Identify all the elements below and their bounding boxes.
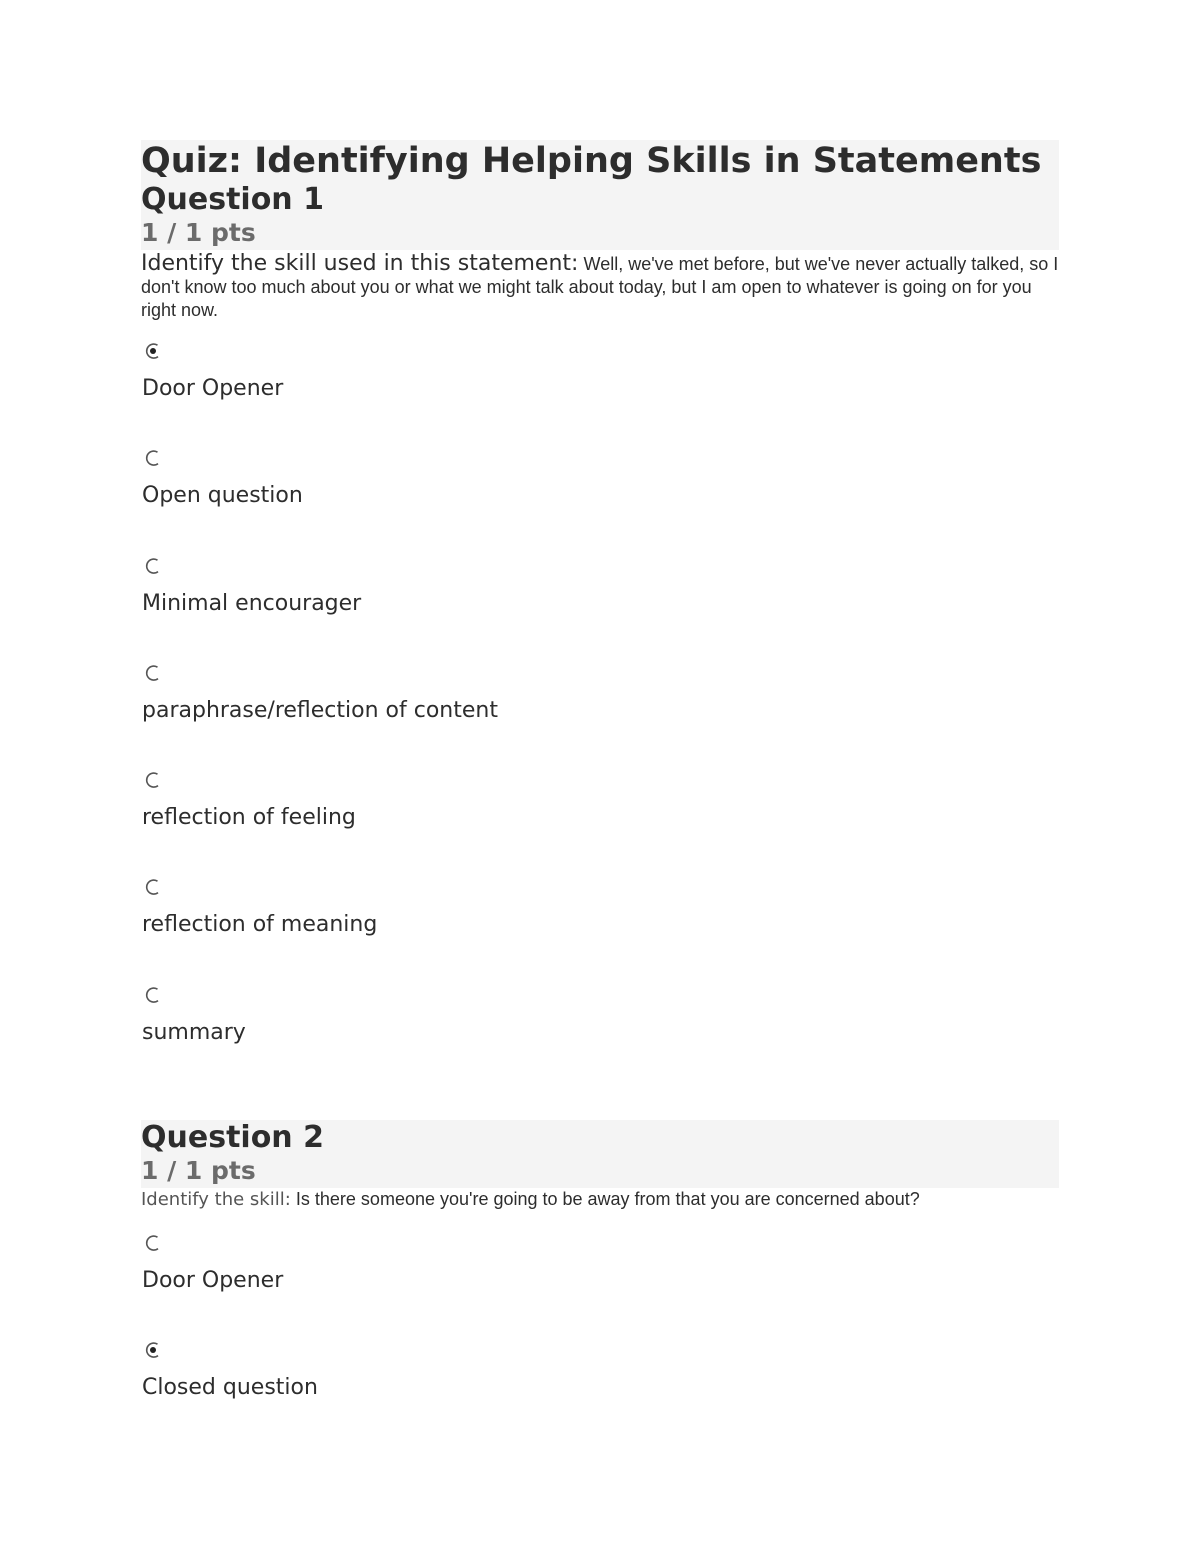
radio-unselected-icon[interactable]	[144, 986, 162, 1004]
answer-option[interactable]	[141, 664, 1059, 771]
question-prompt: Identify the skill used in this statement:	[141, 251, 579, 276]
answer-option[interactable]	[141, 449, 1059, 556]
answer-label: reflection of feeling	[142, 805, 356, 831]
question-points: 1 / 1 pts	[141, 218, 256, 247]
answer-label: Door Opener	[142, 376, 284, 401]
question-title: Question 2	[141, 1120, 324, 1155]
radio-unselected-icon[interactable]	[144, 557, 162, 575]
question-2	[141, 1120, 1059, 1449]
answer-label: Minimal encourager	[142, 590, 362, 616]
answer-label: Open question	[142, 483, 303, 509]
answer-list	[141, 1234, 1059, 1449]
radio-selected-icon[interactable]	[144, 342, 162, 360]
question-text	[141, 1188, 1059, 1211]
answer-option[interactable]	[141, 986, 1059, 1093]
question-points: 1 / 1 pts	[141, 1156, 256, 1185]
radio-unselected-icon[interactable]	[144, 664, 162, 682]
answer-label: summary	[142, 1019, 246, 1045]
answer-option[interactable]	[141, 771, 1059, 878]
radio-unselected-icon[interactable]	[144, 449, 162, 467]
quiz-page	[141, 140, 1059, 1401]
answer-option[interactable]	[141, 1234, 1059, 1341]
quiz-title: Quiz: Identifying Helping Skills in Statements	[141, 140, 1059, 182]
question-title: Question 1	[141, 182, 324, 217]
question-statement: Well, we've met before, but we've never actually talked, so I don't know too much about you or what we might talk about today, but I am open to whatever is going on for you right now.	[141, 254, 1059, 320]
answer-label: Door Opener	[142, 1268, 284, 1293]
answer-label: paraphrase/reflection of content	[142, 697, 498, 723]
radio-unselected-icon[interactable]	[144, 1234, 162, 1252]
question-prompt: Identify the skill:	[141, 1189, 291, 1210]
answer-label: Closed question	[142, 1375, 318, 1401]
answer-list	[141, 342, 1059, 1093]
answer-label: reflection of meaning	[142, 912, 378, 938]
answer-option[interactable]	[141, 878, 1059, 985]
radio-unselected-icon[interactable]	[144, 878, 162, 896]
question-header	[141, 1120, 1059, 1188]
question-header	[141, 182, 1059, 250]
radio-selected-icon[interactable]	[144, 1341, 162, 1359]
answer-option[interactable]	[141, 342, 1059, 449]
answer-option[interactable]	[141, 1341, 1059, 1448]
radio-unselected-icon[interactable]	[144, 771, 162, 789]
question-1	[141, 182, 1059, 1093]
question-text	[141, 252, 1059, 322]
question-statement: Is there someone you're going to be away from that you are concerned about?	[295, 1189, 920, 1209]
answer-option[interactable]	[141, 557, 1059, 664]
